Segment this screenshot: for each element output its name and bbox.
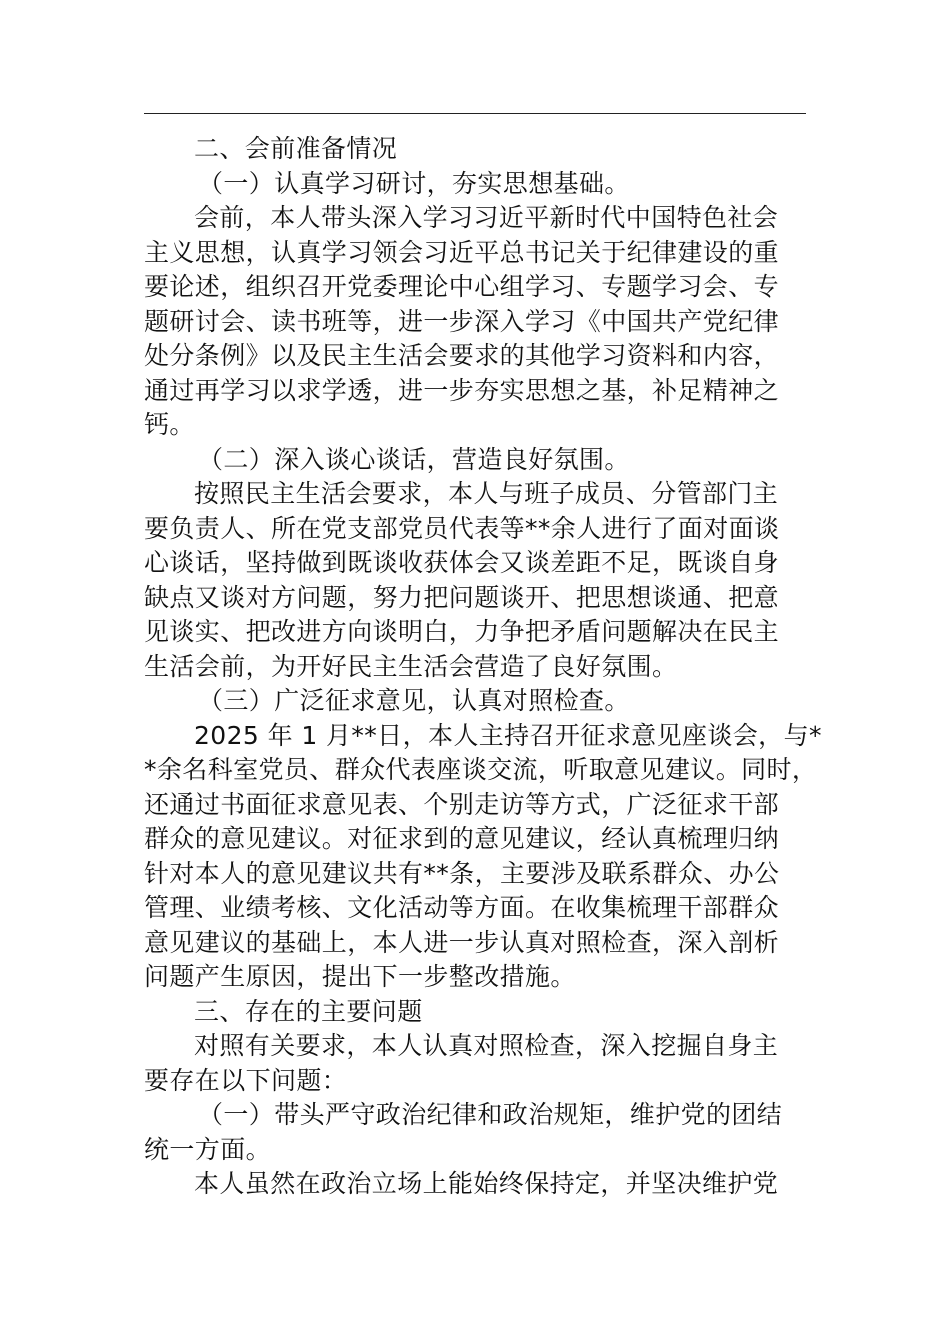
paragraph-line: 钙。: [144, 410, 195, 439]
paragraph-line: 处分条例》以及民主生活会要求的其他学习资料和内容，: [144, 341, 780, 370]
paragraph-line: 统一方面。: [144, 1134, 272, 1164]
paragraph-line: 要负责人、所在党支部党员代表等**余人进行了面对面谈: [144, 513, 780, 543]
paragraph-line: 本人虽然在政治立场上能始终保持定，并坚决维护党: [194, 1169, 779, 1198]
paragraph-line: 还通过书面征求意见表、个别走访等方式，广泛征求干部: [144, 789, 780, 819]
paragraph-line: 通过再学习以求学透，进一步夯实思想之基，补足精神之: [144, 375, 780, 405]
subsection-heading: （一）认真学习研讨，夯实思想基础。: [198, 168, 630, 198]
paragraph-line: 心谈话，坚持做到既谈收获体会又谈差距不足，既谈自身: [144, 548, 780, 577]
subsection-heading: （三）广泛征求意见，认真对照检查。: [198, 686, 630, 715]
paragraph-line: 主义思想，认真学习领会习近平总书记关于纪律建设的重: [144, 237, 780, 267]
section-heading: 二、会前准备情况: [194, 134, 398, 163]
paragraph-line: 要论述，组织召开党委理论中心组学习、专题学习会、专: [144, 272, 780, 301]
header-divider: [144, 113, 806, 114]
paragraph-line: 见谈实、把改进方向谈明白，力争把矛盾问题解决在民主: [144, 617, 780, 646]
document-body: [144, 132, 822, 1202]
subsection-heading: （一）带头严守政治纪律和政治规矩，维护党的团结: [198, 1100, 783, 1129]
paragraph-line: 问题产生原因，提出下一步整改措施。: [144, 962, 576, 991]
subsection-heading: （二）深入谈心谈话，营造良好氛围。: [198, 444, 630, 474]
paragraph-line: 意见建议的基础上，本人进一步认真对照检查，深入剖析: [144, 927, 780, 957]
paragraph-line: 题研讨会、读书班等，进一步深入学习《中国共产党纪律: [144, 306, 780, 336]
paragraph-line: 要存在以下问题：: [144, 1065, 348, 1095]
paragraph-line: 2025 年 1 月**日，本人主持召开征求意见座谈会，与*: [194, 720, 822, 750]
paragraph-line: 会前，本人带头深入学习习近平新时代中国特色社会: [194, 203, 779, 232]
paragraph-line: 针对本人的意见建议共有**条，主要涉及联系群众、办公: [144, 858, 780, 888]
paragraph-line: 生活会前，为开好民主生活会营造了良好氛围。: [144, 651, 678, 681]
paragraph-line: 对照有关要求，本人认真对照检查，深入挖掘自身主: [194, 1031, 779, 1060]
paragraph-line: 管理、业绩考核、文化活动等方面。在收集梳理干部群众: [144, 893, 780, 922]
paragraph-line: 按照民主生活会要求，本人与班子成员、分管部门主: [194, 479, 779, 508]
paragraph-line: *余名科室党员、群众代表座谈交流，听取意见建议。同时，: [144, 755, 818, 784]
section-heading: 三、存在的主要问题: [194, 996, 423, 1026]
paragraph-line: 缺点又谈对方问题，努力把问题谈开、把思想谈通、把意: [144, 582, 780, 612]
paragraph-line: 群众的意见建议。对征求到的意见建议，经认真梳理归纳: [144, 824, 780, 853]
